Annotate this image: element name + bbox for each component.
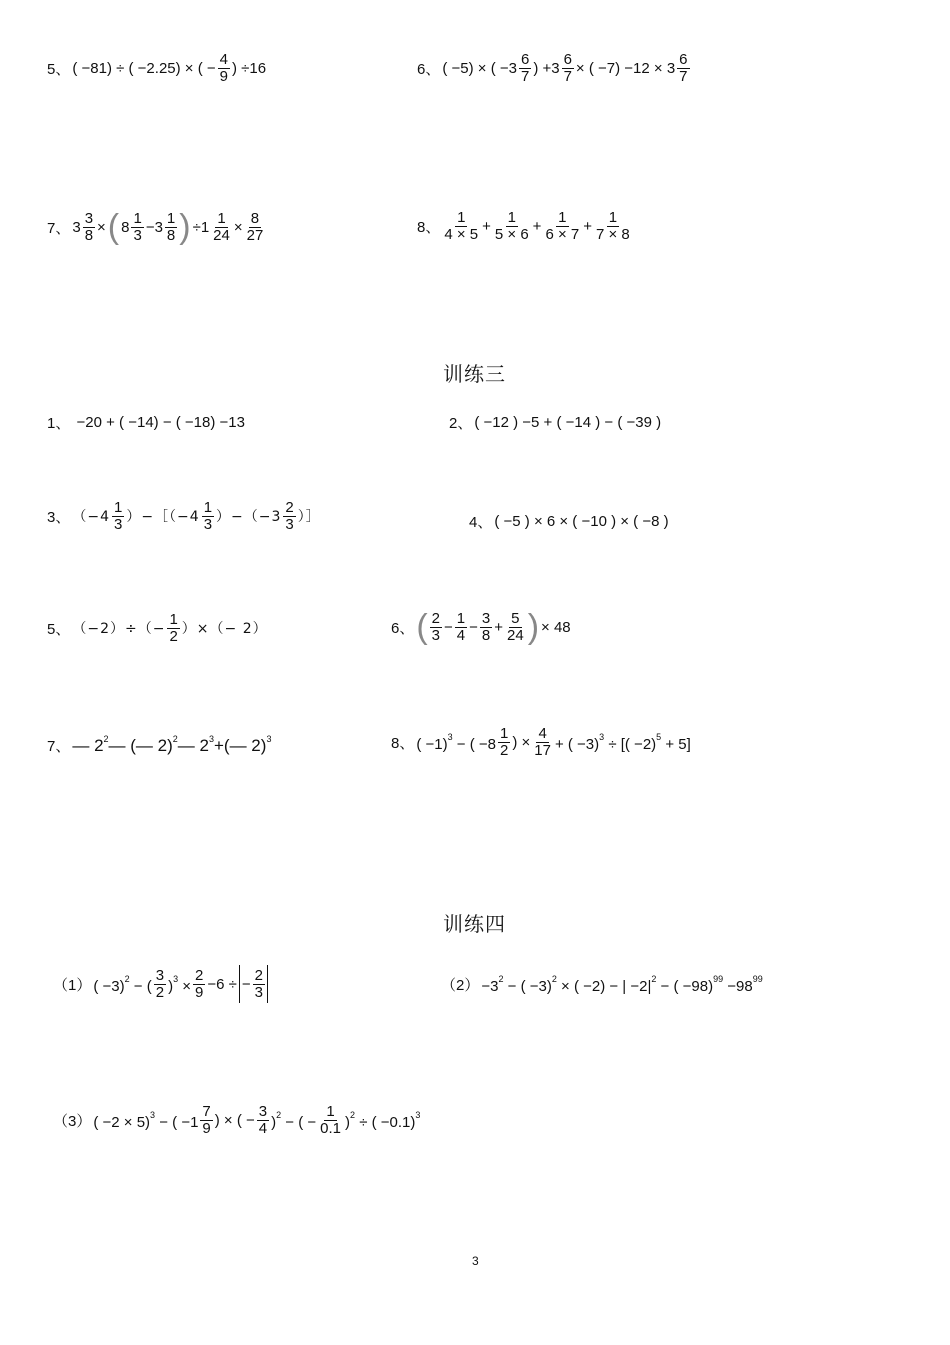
fraction: $\frac{2}{3}$ [431, 609, 441, 644]
fraction: $\frac{1}{6 \times 7}$ [545, 209, 580, 243]
problem-label: （1） [53, 976, 92, 994]
fraction: $\frac{1}{3}$ [203, 499, 213, 533]
fraction: $\frac{6}{7}$ [563, 51, 572, 85]
problem-t4-2: （2） $-3^2$ − ( −3)$^2$ × ( −2) − | $-2|^2$ − ( $-98)^{99} -98^{99}$ [441, 974, 763, 995]
problem-t3-5: 5、 （−2）÷（− $\frac{1}{2}$ ）×（− 2） [47, 611, 268, 645]
fraction: $\frac{3}{4}$ [258, 1103, 268, 1137]
problem-label: 5、 [47, 60, 71, 78]
problem-t4-1: （1） ( −3)$^2$ − ( $\frac{3}{2}$ )$^3$ × $\frac{2}{9}$ −6 ÷ − $\frac{2}{3}$ [52, 965, 269, 1003]
fraction: $\frac{1}{3}$ [133, 209, 142, 244]
fraction: $\frac{1}{7 \times 8}$ [595, 209, 630, 243]
fraction: $\frac{2}{3}$ [285, 499, 294, 533]
fraction: $\frac{1}{5 \times 6}$ [494, 209, 529, 243]
problem-t3-7: 7、 — $2^2—$ (— 2)$^2$— $2^3+(—$ 2)$^3$ [47, 734, 272, 755]
fraction: $\frac{1}{4}$ [456, 609, 466, 644]
fraction: $\frac{6}{7}$ [679, 51, 688, 85]
problem-t3-3: 3、 （−4 $\frac{1}{3}$ ）−［（−4 $\frac{1}{3}$ ）−（−3 $\frac{2}{3}$ ）］ [47, 499, 321, 533]
fraction: $\frac{6}{7}$ [520, 51, 530, 85]
problem-label: 3、 [47, 508, 71, 526]
problem-t3-2: 2、 ( −12 ) −5 + ( −14 ) − ( −39 ) [449, 414, 662, 432]
fraction: $\frac{1}{24}$ [213, 209, 230, 244]
fraction: $\frac{1}{0.1}$ [320, 1103, 342, 1137]
fraction: $\frac{3}{2}$ [155, 966, 165, 1001]
fraction: $\frac{2}{9}$ [195, 966, 204, 1001]
problem-label: （3） [53, 1112, 92, 1130]
fraction: $\frac{4}{17}$ [534, 725, 551, 759]
problem-t4-3: （3） ( −2 × 5)$^3$ − ( −1 $\frac{7}{9}$ ) × ( − $\frac{3}{4}$ )$^2$ − ( − $\frac{1}{0.1}$ )$^2$ ÷ ( −0.1)$^3$ [53, 1103, 421, 1137]
problem-label: 6、 [417, 60, 441, 78]
fraction: $\frac{1}{2}$ [169, 611, 178, 645]
problem-t3-6: 6、 ( $\frac{2}{3}$ − $\frac{1}{4}$ − $\frac{3}{8}$ + $\frac{5}{24}$ ) × 48 [391, 608, 571, 646]
fraction: $\frac{8}{27}$ [246, 209, 264, 244]
fraction: $\frac{1}{8}$ [166, 209, 176, 244]
problem-label: 8、 [417, 218, 441, 236]
problem-label: 7、 [47, 737, 71, 755]
fraction: $\frac{2}{3}$ [254, 966, 263, 1001]
problem-8: 8、 $\frac{1}{4 \times 5}$ + $\frac{1}{5 \times 6}$ + $\frac{1}{6 \times 7}$ + $\frac{1}{7 \times 8}$ [417, 209, 630, 243]
problem-label: 4、 [469, 514, 493, 531]
problem-7: 7、 3 $\frac{3}{8}$ × ( 8 $\frac{1}{3}$ −3 $\frac{1}{8}$ ) ÷1 $\frac{1}{24}$ × $\frac{8}{27}$ [47, 208, 264, 246]
problem-label: 2、 [449, 415, 473, 432]
section-title: 训练三 [443, 362, 506, 386]
fraction: $\frac{1}{4 \times 5}$ [444, 209, 479, 243]
fraction: $\frac{4}{9}$ [219, 51, 228, 85]
problem-label: （2） [441, 977, 480, 994]
fraction: $\frac{7}{9}$ [202, 1103, 211, 1137]
problem-t3-1: 1、 −20 + ( −14) − ( −18) −13 [47, 414, 245, 432]
problem-label: 5、 [47, 620, 71, 638]
problem-label: 1、 [47, 415, 71, 432]
problem-label: 8、 [391, 734, 415, 752]
fraction: $\frac{5}{24}$ [507, 609, 524, 644]
problem-5: 5、 ( −81) ÷ ( −2.25) × ( − $\frac{4}{9}$ ) ÷16 [47, 51, 267, 85]
problem-label: 6、 [391, 619, 415, 637]
page-number: 3 [472, 1254, 479, 1268]
section-title: 训练四 [443, 912, 506, 936]
problem-label: 7、 [47, 219, 71, 237]
problem-t3-4: 4、 ( −5 ) × 6 × ( −10 ) × ( −8 ) [469, 513, 669, 531]
fraction: $\frac{1}{3}$ [113, 499, 123, 533]
problem-t3-8: 8、 ( −1)$^3$ − ( −8 $\frac{1}{2}$ ) × $\frac{4}{17}$ + ( −3)$^3$ ÷ [( −2)$^5$ + 5] [391, 725, 691, 759]
problem-6: 6、 ( −5) × ( −3 $\frac{6}{7}$ ) +3 $\frac{6}{7}$ × ( −7) −12 × 3 $\frac{6}{7}$ [417, 51, 688, 85]
fraction: $\frac{3}{8}$ [84, 209, 94, 244]
fraction: $\frac{1}{2}$ [499, 725, 509, 759]
fraction: $\frac{3}{8}$ [481, 609, 491, 644]
